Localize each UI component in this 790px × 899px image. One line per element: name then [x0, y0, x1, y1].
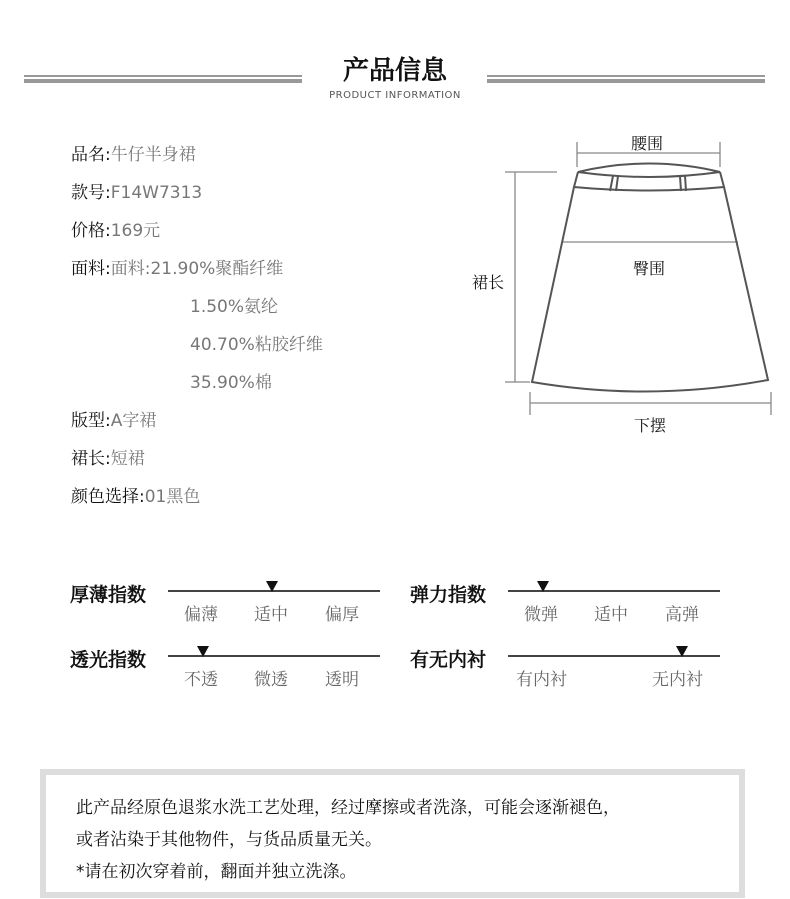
scale-option: 适中 — [254, 605, 288, 625]
elasticity-label: 弹力指数 — [410, 584, 487, 606]
label: 款号: — [71, 183, 111, 203]
section-title: 产品信息 — [342, 56, 447, 86]
translucency-label: 透光指数 — [70, 649, 147, 671]
section-subtitle: PRODUCT INFORMATION — [329, 90, 461, 101]
value: 01黑色 — [144, 487, 201, 507]
waist-label: 腰围 — [631, 134, 664, 153]
info-fit — [71, 406, 156, 431]
note-line: 或者沾染于其他物件，与货品质量无关。 — [76, 830, 382, 850]
info-color — [71, 482, 200, 507]
note-line: *请在初次穿着前，翻面并独立洗涤。 — [76, 862, 357, 882]
lining-scale — [508, 655, 720, 690]
label: 版型: — [71, 411, 111, 431]
note-line: 此产品经原色退浆水洗工艺处理，经过摩擦或者洗涤，可能会逐渐褪色， — [76, 798, 620, 818]
scale-option: 偏厚 — [325, 605, 359, 625]
scale-option: 微透 — [254, 670, 288, 690]
scale-option: 高弹 — [665, 605, 699, 625]
skirt-diagram — [460, 120, 790, 440]
hem-label: 下摆 — [634, 416, 667, 435]
scale-marker — [197, 646, 209, 657]
scale-marker — [266, 581, 278, 592]
scale-marker — [676, 646, 688, 657]
scale-option: 微弹 — [524, 605, 558, 625]
label: 颜色选择: — [71, 487, 145, 507]
scale-option: 适中 — [594, 605, 628, 625]
scale-option: 偏薄 — [184, 605, 218, 625]
elasticity-scale — [508, 590, 720, 625]
care-note-box — [40, 769, 745, 898]
lining-label: 有无内衬 — [410, 649, 487, 671]
fabric-line: 1.50%氨纶 — [190, 297, 279, 317]
fabric-line: 35.90%棉 — [190, 373, 272, 393]
scale-option: 无内衬 — [652, 670, 703, 690]
label: 价格: — [71, 221, 111, 241]
translucency-scale — [168, 655, 380, 690]
value: 面料:21.90%聚酯纤维 — [110, 259, 284, 279]
info-length — [71, 444, 145, 469]
label: 裙长: — [71, 449, 111, 469]
value: A字裙 — [110, 411, 157, 431]
scale-marker — [537, 581, 549, 592]
length-label: 裙长 — [472, 273, 505, 292]
value: 牛仔半身裙 — [110, 145, 196, 165]
fabric-line: 40.70%粘胶纤维 — [190, 335, 323, 355]
scale-option: 不透 — [184, 670, 218, 690]
info-style-no — [71, 178, 202, 203]
info-fabric — [71, 254, 283, 279]
value: 169元 — [110, 221, 161, 241]
scale-option: 透明 — [325, 670, 359, 690]
value: 短裙 — [110, 449, 145, 469]
info-name — [71, 140, 196, 165]
label: 面料: — [71, 259, 111, 279]
scale-option: 有内衬 — [516, 670, 567, 690]
info-price — [71, 216, 160, 241]
label: 品名: — [71, 145, 111, 165]
thickness-label: 厚薄指数 — [70, 584, 147, 606]
value: F14W7313 — [110, 183, 203, 203]
thickness-scale — [168, 590, 380, 625]
hip-label: 臀围 — [633, 259, 666, 278]
